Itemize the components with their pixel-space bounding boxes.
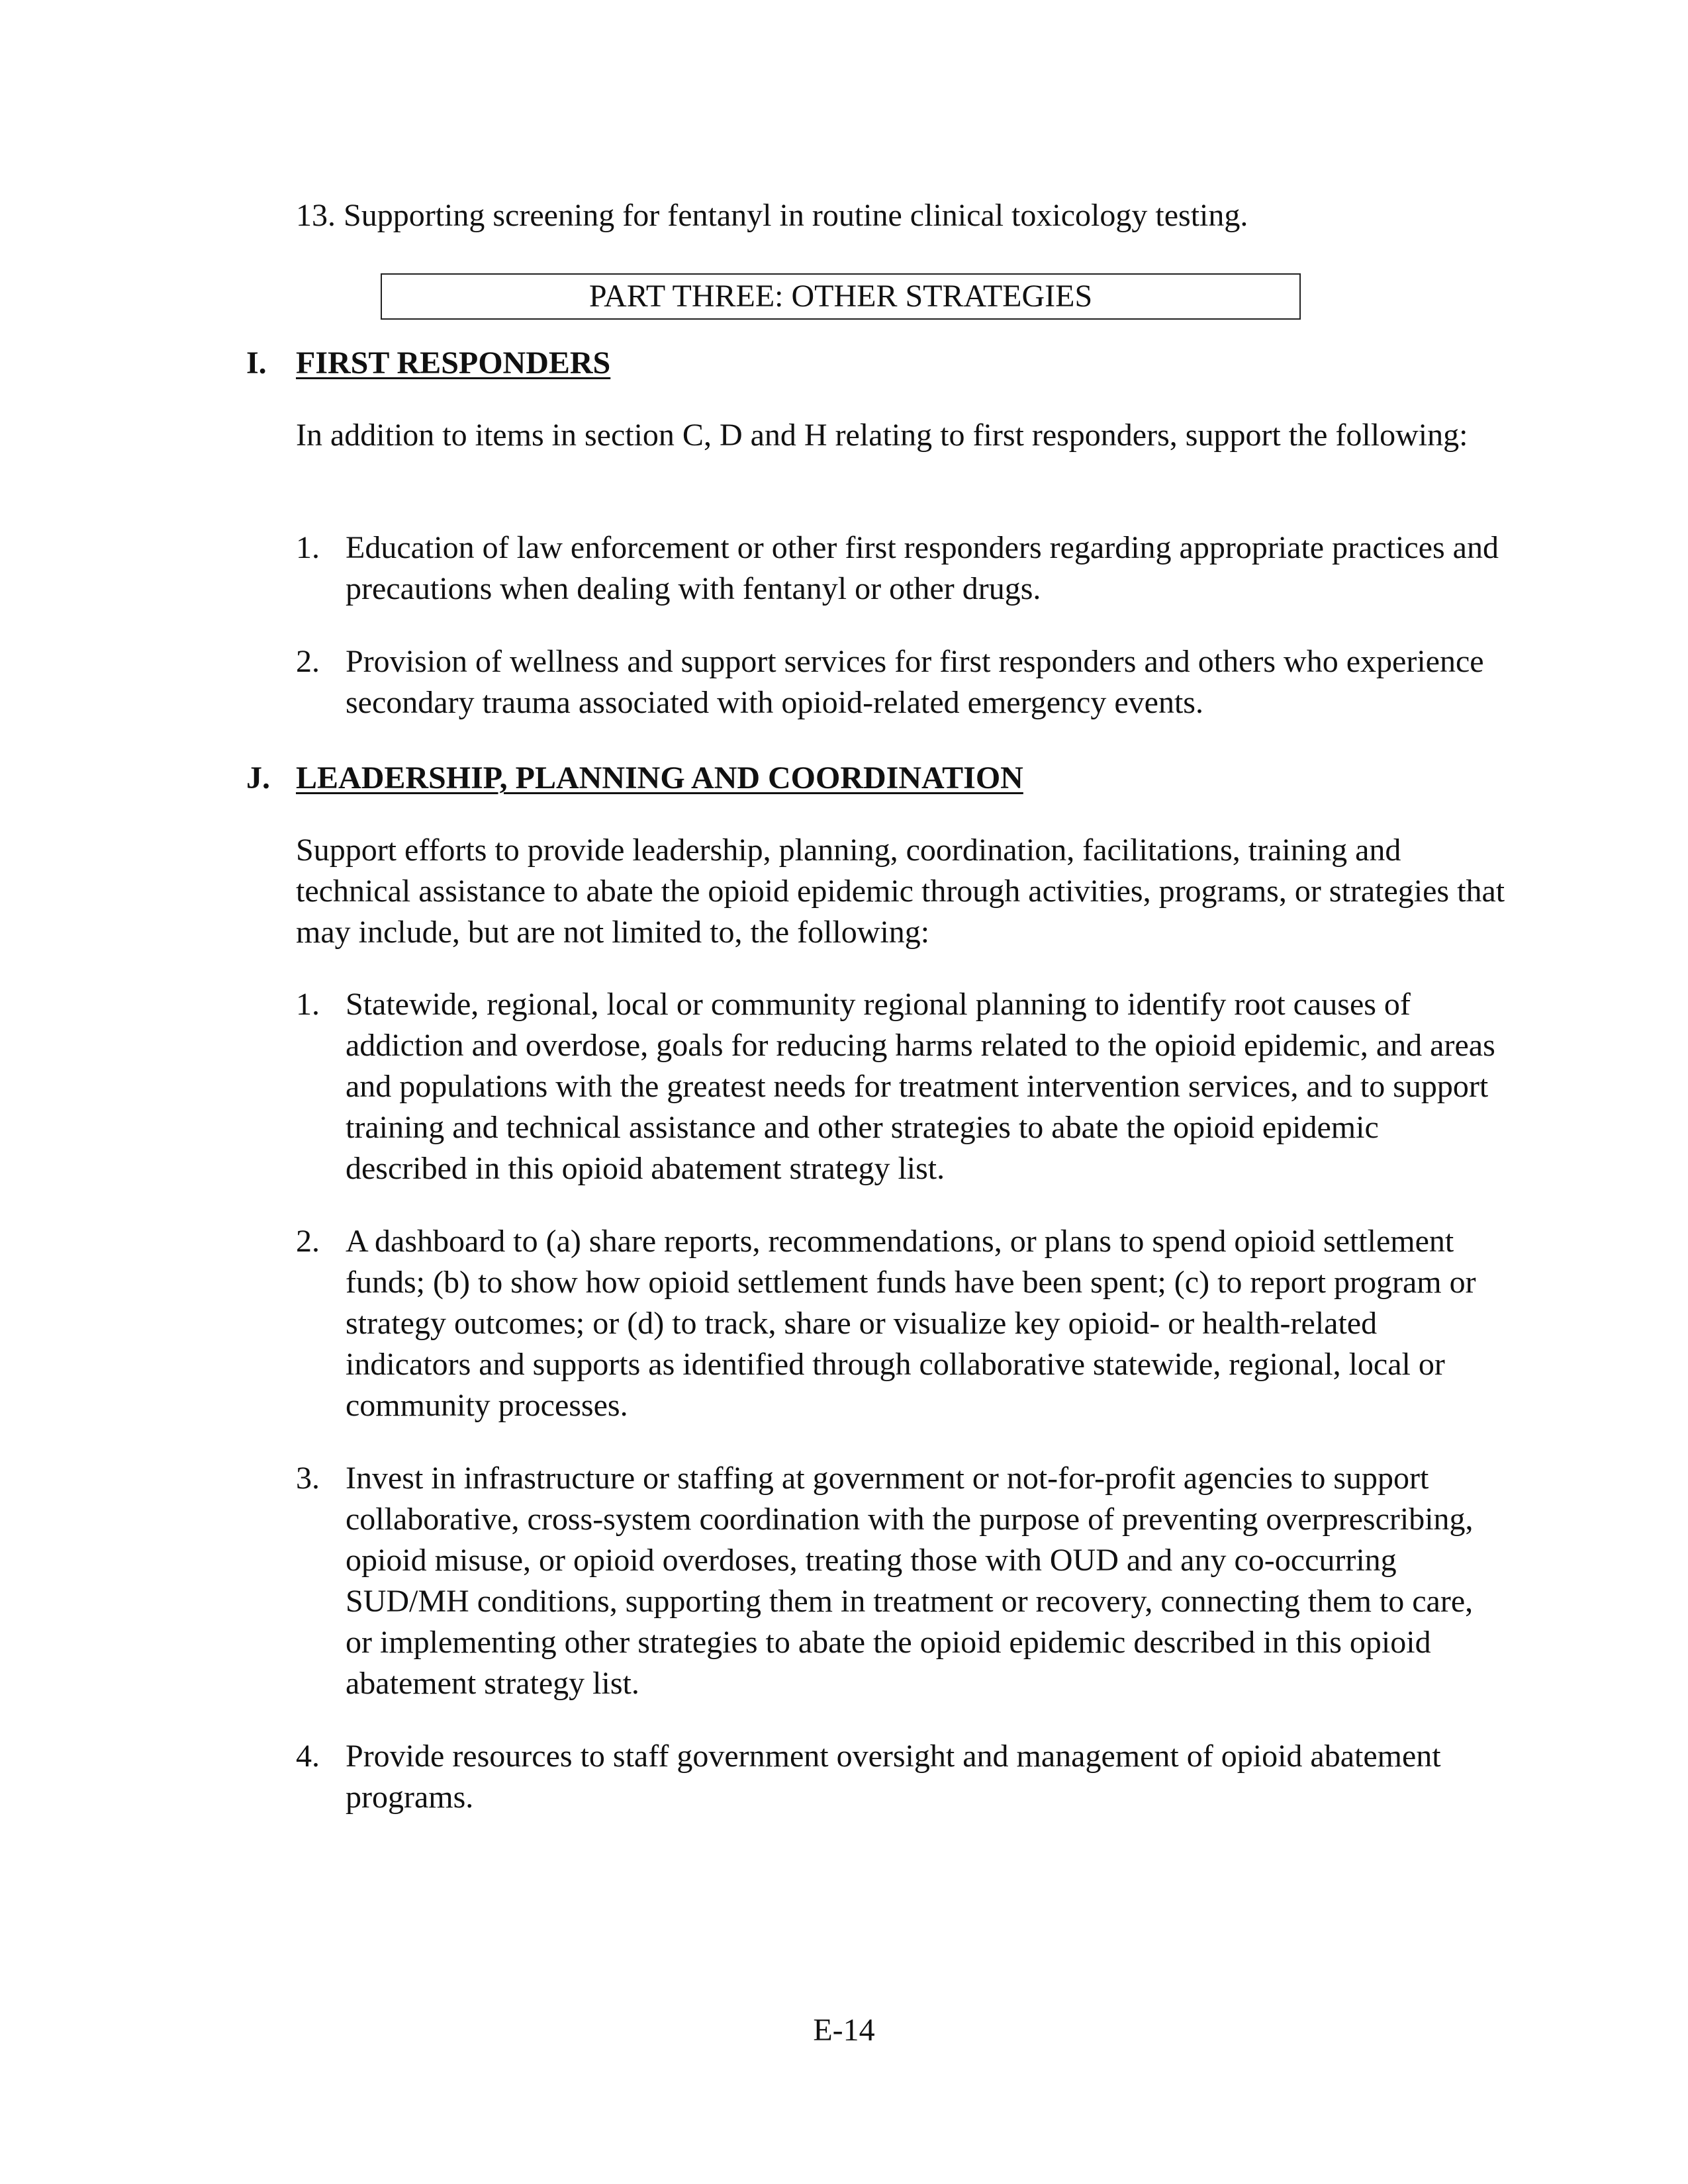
list-item-text: Provide resources to staff government oversight and management of opioid abatement programs. bbox=[346, 1739, 1441, 1815]
list-item-text: Education of law enforcement or other first responders regarding appropriate practices and precautions when dealing with fentanyl or other drugs. bbox=[346, 530, 1499, 606]
list-item-text: A dashboard to (a) share reports, recommendations, or plans to spend opioid settlement funds; (b) to show how opioid settlement funds have been spent; (c) to report program or strategy outcomes; or (d) to track, share or visualize key opioid- or health-related indicators and supports as identified through collaborative statewide, regional, local or community processes. bbox=[346, 1224, 1476, 1423]
list-item-number: 2. bbox=[296, 1224, 320, 1259]
section-heading-j bbox=[246, 758, 1023, 799]
list-item-number: 1. bbox=[296, 530, 320, 565]
section-j-list bbox=[296, 984, 1507, 1850]
list-item-number: 4. bbox=[296, 1739, 320, 1774]
section-letter: I. bbox=[246, 345, 267, 381]
list-item bbox=[296, 1458, 1507, 1704]
list-item-number: 2. bbox=[296, 644, 320, 679]
part-heading: PART THREE: OTHER STRATEGIES bbox=[588, 279, 1093, 314]
list-item-text: Statewide, regional, local or community regional planning to identify root causes of addiction and overdose, goals for reducing harms related to the opioid epidemic, and areas and populations with the greatest needs for treatment intervention services, and to support training and technical assistance and other strategies to abate the opioid epidemic described in this opioid abatement strategy list. bbox=[346, 987, 1495, 1186]
list-item-number: 13. bbox=[296, 198, 336, 233]
list-item bbox=[296, 1221, 1507, 1426]
page-number: E-14 bbox=[813, 2013, 875, 2048]
list-item bbox=[296, 984, 1507, 1189]
list-item-number: 3. bbox=[296, 1461, 320, 1496]
section-heading-i bbox=[246, 343, 610, 384]
list-item-13 bbox=[296, 195, 1248, 236]
list-item-number: 1. bbox=[296, 987, 320, 1022]
section-j-intro: Support efforts to provide leadership, planning, coordination, facilitations, training and technical assistance to abate the opioid epidemic through activities, programs, or strategies that may include, but are not limited to, the following: bbox=[296, 833, 1505, 950]
section-i-intro: In addition to items in section C, D and H relating to first responders, support the following: bbox=[296, 418, 1468, 453]
list-item bbox=[296, 527, 1507, 610]
list-item bbox=[296, 1736, 1507, 1818]
list-item-text: Invest in infrastructure or staffing at government or not-for-profit agencies to support collaborative, cross-system coordination with the purpose of preventing overprescribing, opioid misuse, or opioid overdoses, treating those with OUD and any co-occurring SUD/MH conditions, supporting them in treatment or recovery, connecting them to care, or implementing other strategies to abate the opioid epidemic described in this opioid abatement strategy list. bbox=[346, 1461, 1474, 1701]
part-heading-box bbox=[381, 273, 1301, 320]
section-i-list bbox=[296, 527, 1507, 755]
section-title: LEADERSHIP, PLANNING AND COORDINATION bbox=[296, 760, 1023, 796]
section-title: FIRST RESPONDERS bbox=[296, 345, 611, 381]
list-item-text: Provision of wellness and support services for first responders and others who experience secondary trauma associated with opioid-related emergency events. bbox=[346, 644, 1484, 720]
section-letter: J. bbox=[246, 760, 270, 796]
list-item bbox=[296, 641, 1507, 723]
list-item-text: Supporting screening for fentanyl in routine clinical toxicology testing. bbox=[344, 198, 1248, 233]
